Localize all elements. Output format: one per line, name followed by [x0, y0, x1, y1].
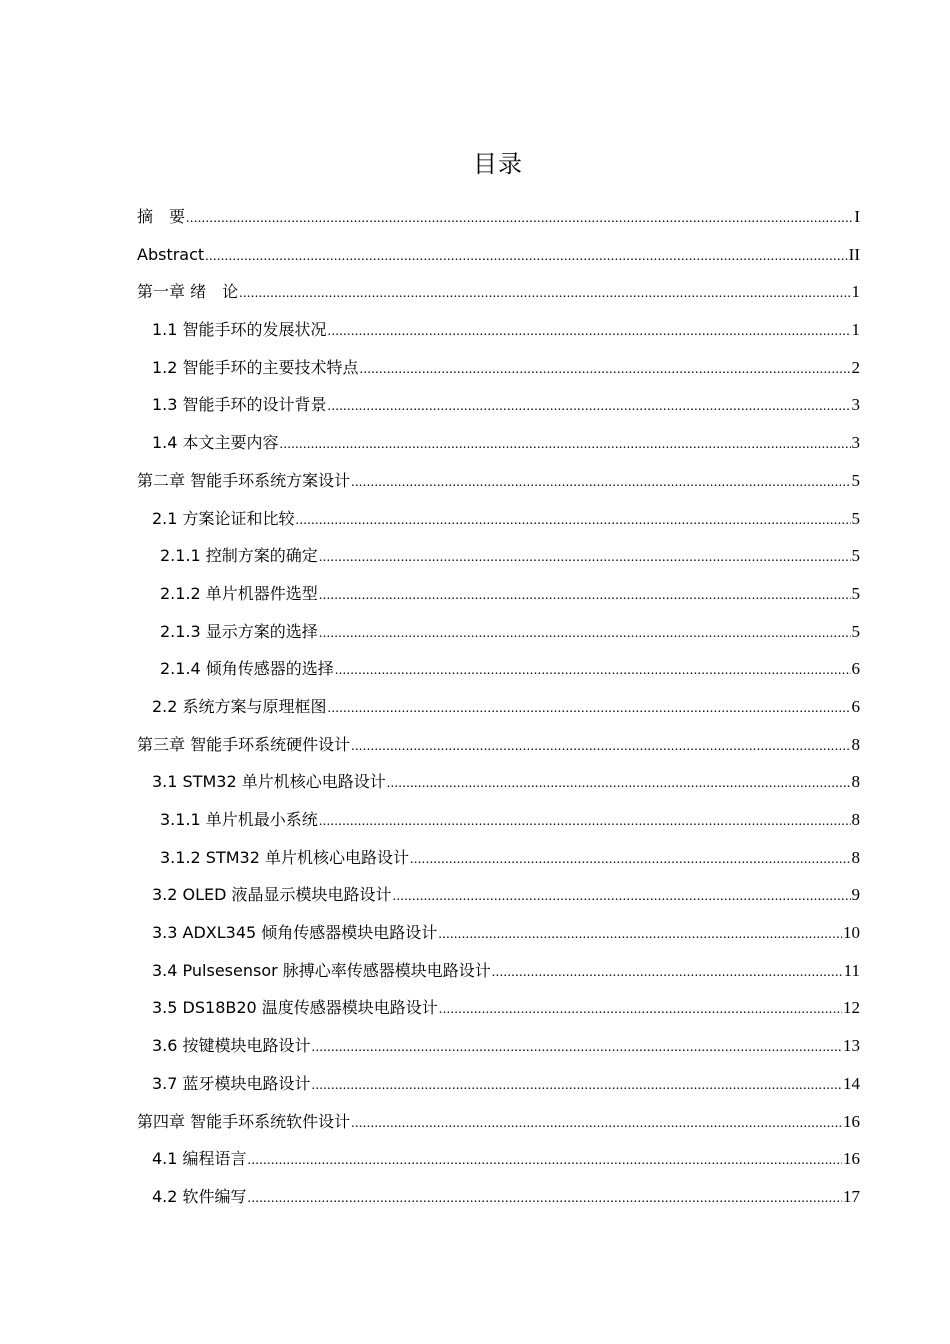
- toc-entry[interactable]: [137, 1140, 860, 1178]
- toc-leader-dots: [319, 803, 851, 841]
- toc-entry-page: 5: [851, 508, 860, 528]
- toc-entry-page: 8: [851, 734, 860, 754]
- toc-leader-dots: [319, 577, 851, 615]
- toc-entry-page: 12: [843, 998, 860, 1018]
- toc-leader-dots: [438, 916, 842, 954]
- toc-entry[interactable]: [137, 613, 860, 651]
- toc-entry[interactable]: [137, 801, 860, 839]
- toc-leader-dots: [328, 388, 851, 426]
- toc-entry[interactable]: [137, 1027, 860, 1065]
- toc-entry[interactable]: [137, 952, 860, 990]
- toc-leader-dots: [360, 351, 851, 389]
- toc-entry[interactable]: [137, 763, 860, 801]
- toc-entry-page: 2: [851, 357, 860, 377]
- toc-leader-dots: [319, 539, 851, 577]
- toc-leader-dots: [410, 841, 851, 879]
- toc-entry-page: 6: [851, 659, 860, 679]
- toc-entry[interactable]: [137, 688, 860, 726]
- toc-entry[interactable]: [137, 500, 860, 538]
- toc-entry-label: 3.6 按键模块电路设计: [152, 1036, 311, 1056]
- toc-leader-dots: [205, 238, 848, 276]
- toc-entry-label: 3.3 ADXL345 倾角传感器模块电路设计: [152, 923, 438, 943]
- toc-entry-page: II: [848, 244, 860, 264]
- toc-entry-page: 5: [851, 583, 860, 603]
- toc-entry[interactable]: [137, 726, 860, 764]
- toc-entry-page: 6: [851, 696, 860, 716]
- toc-entry-page: 5: [851, 470, 860, 490]
- toc-entry[interactable]: [137, 1178, 860, 1216]
- toc-entry-label: 2.1 方案论证和比较: [152, 508, 295, 528]
- toc-entry[interactable]: [137, 236, 860, 274]
- toc-entry-page: I: [854, 207, 860, 226]
- toc-list: [137, 198, 860, 1216]
- toc-entry-label: 2.1.2 单片机器件选型: [160, 583, 318, 603]
- toc-entry-label: 1.2 智能手环的主要技术特点: [152, 357, 359, 377]
- toc-leader-dots: [319, 615, 851, 653]
- toc-entry[interactable]: [137, 198, 860, 236]
- toc-leader-dots: [351, 728, 850, 766]
- toc-entry-label: 第四章 智能手环系统软件设计: [137, 1111, 351, 1131]
- toc-entry[interactable]: [137, 349, 860, 387]
- toc-entry-page: 5: [851, 621, 860, 641]
- toc-entry[interactable]: [137, 1103, 860, 1141]
- toc-leader-dots: [387, 765, 851, 803]
- toc-leader-dots: [186, 200, 853, 238]
- toc-entry[interactable]: [137, 575, 860, 613]
- toc-entry-page: 16: [843, 1149, 860, 1169]
- toc-entry-label: 3.1.1 单片机最小系统: [160, 810, 318, 829]
- toc-leader-dots: [328, 690, 851, 728]
- toc-entry-label: 2.1.1 控制方案的确定: [160, 546, 318, 566]
- toc-entry-label: 3.7 蓝牙模块电路设计: [152, 1073, 311, 1093]
- toc-entry-label: 3.1.2 STM32 单片机核心电路设计: [160, 847, 409, 867]
- toc-entry-label: 2.1.3 显示方案的选择: [160, 621, 318, 641]
- toc-leader-dots: [248, 1180, 842, 1218]
- toc-leader-dots: [492, 954, 843, 992]
- toc-leader-dots: [439, 991, 842, 1029]
- toc-entry[interactable]: [137, 876, 860, 914]
- toc-leader-dots: [351, 464, 850, 502]
- toc-leader-dots: [335, 652, 851, 690]
- toc-entry[interactable]: [137, 650, 860, 688]
- toc-entry-label: 1.4 本文主要内容: [152, 433, 279, 453]
- toc-entry-page: 8: [851, 847, 860, 867]
- toc-entry-label: 3.2 OLED 液晶显示模块电路设计: [152, 885, 392, 905]
- toc-leader-dots: [351, 1105, 842, 1143]
- toc-leader-dots: [312, 1029, 842, 1067]
- toc-entry-page: 17: [843, 1186, 860, 1206]
- toc-entry-page: 8: [851, 772, 860, 792]
- toc-entry-label: 第二章 智能手环系统方案设计: [137, 470, 351, 490]
- toc-entry[interactable]: [137, 914, 860, 952]
- toc-entry[interactable]: [137, 386, 860, 424]
- toc-entry-label: 3.4 Pulsesensor 脉搏心率传感器模块电路设计: [152, 960, 491, 980]
- toc-entry-page: 1: [851, 320, 860, 340]
- toc-entry-label: 3.1 STM32 单片机核心电路设计: [152, 772, 386, 792]
- toc-entry-page: 13: [843, 1036, 860, 1056]
- toc-entry-label: 2.1.4 倾角传感器的选择: [160, 659, 334, 679]
- toc-entry[interactable]: [137, 424, 860, 462]
- toc-leader-dots: [328, 313, 851, 351]
- toc-entry-page: 10: [843, 923, 860, 943]
- toc-leader-dots: [312, 1067, 842, 1105]
- toc-entry[interactable]: [137, 537, 860, 575]
- toc-entry-page: 1: [851, 282, 860, 302]
- toc-entry-label: 3.5 DS18B20 温度传感器模块电路设计: [152, 998, 438, 1018]
- toc-entry-label: 摘 要: [137, 207, 186, 226]
- toc-entry[interactable]: [137, 311, 860, 349]
- toc-entry[interactable]: [137, 462, 860, 500]
- toc-leader-dots: [239, 275, 850, 313]
- toc-leader-dots: [393, 878, 851, 916]
- toc-entry-page: 5: [851, 546, 860, 566]
- toc-entry[interactable]: [137, 273, 860, 311]
- toc-entry-page: 11: [843, 960, 860, 980]
- toc-entry[interactable]: [137, 839, 860, 877]
- toc-entry-page: 14: [843, 1073, 860, 1093]
- toc-entry-label: Abstract: [137, 244, 205, 264]
- toc-entry-label: 第三章 智能手环系统硬件设计: [137, 734, 351, 754]
- toc-entry-page: 3: [851, 433, 860, 453]
- toc-title: 目录: [473, 150, 523, 178]
- toc-entry-page: 16: [843, 1111, 860, 1131]
- toc-entry[interactable]: [137, 989, 860, 1027]
- toc-entry[interactable]: [137, 1065, 860, 1103]
- toc-entry-label: 1.1 智能手环的发展状况: [152, 320, 327, 340]
- toc-entry-label: 2.2 系统方案与原理框图: [152, 696, 327, 716]
- toc-leader-dots: [248, 1142, 842, 1180]
- toc-entry-page: 3: [851, 395, 860, 415]
- toc-entry-label: 第一章 绪 论: [137, 282, 239, 302]
- toc-entry-label: 1.3 智能手环的设计背景: [152, 395, 327, 415]
- toc-entry-label: 4.2 软件编写: [152, 1186, 247, 1206]
- toc-leader-dots: [280, 426, 851, 464]
- toc-entry-page: 8: [851, 810, 860, 829]
- toc-entry-label: 4.1 编程语言: [152, 1149, 247, 1169]
- toc-entry-page: 9: [851, 885, 860, 905]
- toc-leader-dots: [296, 502, 851, 540]
